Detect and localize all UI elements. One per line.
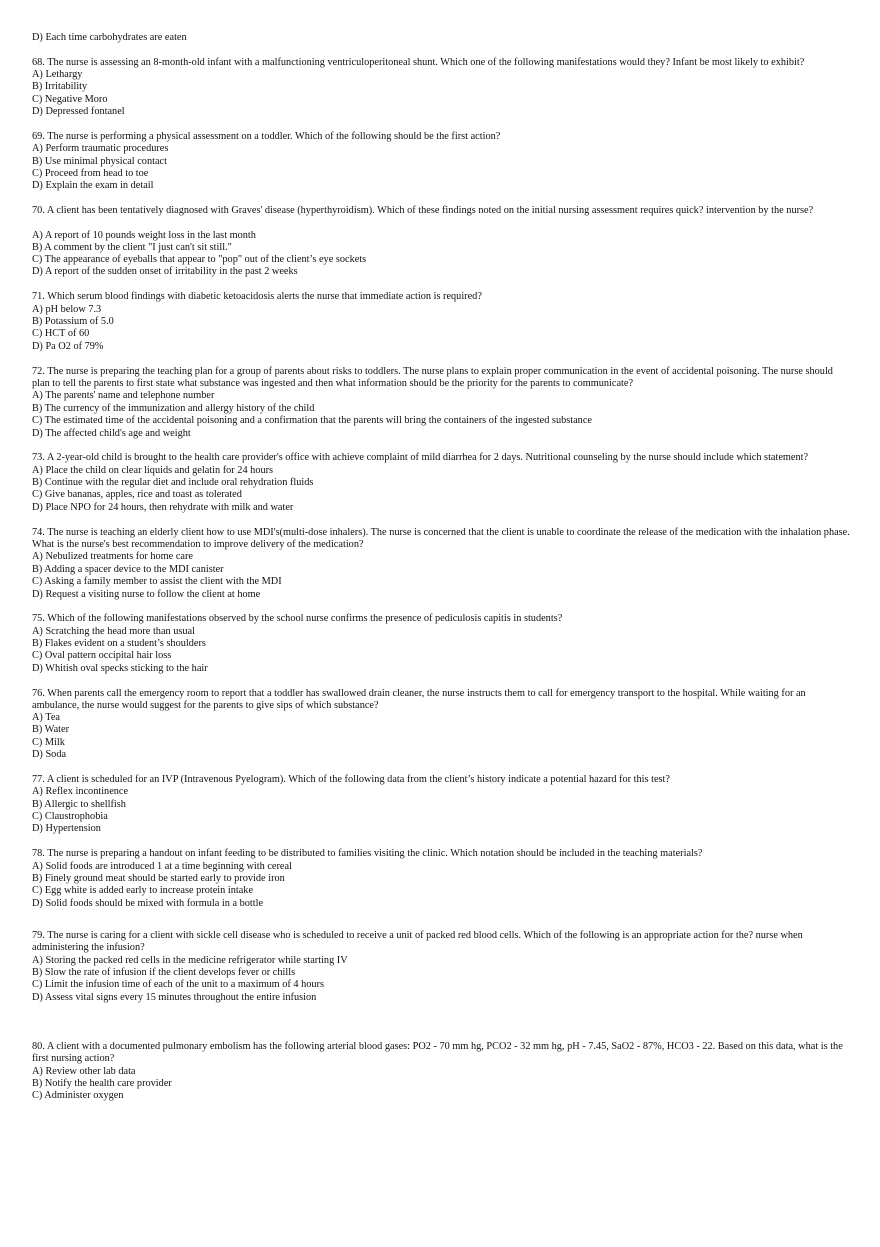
option-text: A) Scratching the head more than usual <box>32 626 195 637</box>
question-stem: 75. Which of the following manifestations observed by the school nurse confirms the presence of pediculosis capitis in students? <box>32 613 563 624</box>
question-stem: 71. Which serum blood findings with diabetic ketoacidosis alerts the nurse that immediate action is required? <box>32 291 482 302</box>
option-text: D) Each time carbohydrates are eaten <box>32 32 187 43</box>
option-text: D) A report of the sudden onset of irritability in the past 2 weeks <box>32 266 298 277</box>
option-text: B) Flakes evident on a student’s shoulders <box>32 638 206 649</box>
option-text: B) Finely ground meat should be started early to provide iron <box>32 873 285 884</box>
option-text: C) Proceed from head to toe <box>32 168 149 179</box>
option-text: B) A comment by the client "I just can't sit still." <box>32 242 232 253</box>
option-text: B) Allergic to shellfish <box>32 799 126 810</box>
question-stem: 73. A 2-year-old child is brought to the health care provider's office with achieve complaint of mild diarrhea for 2 days. Nutritional counseling by the nurse should include which statement? <box>32 452 809 463</box>
question-stem: 74. The nurse is teaching an elderly client how to use MDI's(multi-dose inhalers). The nurse is concerned that the client is unable to coordinate the release of the medication with the inhalation phase. What is the nurse's best recommendation to improve delivery of the medication? <box>32 527 850 551</box>
option-text: C) The estimated time of the accidental poisoning and a confirmation that the parents will bring the containers of the ingested substance <box>32 415 592 426</box>
option-text: C) The appearance of eyeballs that appear to "pop" out of the client’s eye sockets <box>32 254 367 265</box>
option-text: C) Negative Moro <box>32 94 108 105</box>
option-text: A) A report of 10 pounds weight loss in the last month <box>32 230 256 241</box>
option-text: D) Hypertension <box>32 823 101 834</box>
option-text: C) Give bananas, apples, rice and toast as tolerated <box>32 489 242 500</box>
option-text: B) Use minimal physical contact <box>32 156 167 167</box>
option-text: D) Whitish oval specks sticking to the hair <box>32 663 208 674</box>
option-text: A) Place the child on clear liquids and gelatin for 24 hours <box>32 465 274 476</box>
option-text: A) Storing the packed red cells in the medicine refrigerator while starting IV <box>32 955 348 966</box>
option-text: D) The affected child's age and weight <box>32 428 191 439</box>
question-stem: 76. When parents call the emergency room to report that a toddler has swallowed drain cleaner, the nurse instructs them to call for emergency transport to the hospital. While waiting for an ambulance, the nurse would suggest for the parents to give sips of which substance? <box>32 688 806 712</box>
question-stem: 77. A client is scheduled for an IVP (Intravenous Pyelogram). Which of the following data from the client’s history indicate a potential hazard for this test? <box>32 774 670 785</box>
question-stem: 80. A client with a documented pulmonary embolism has the following arterial blood gases: PO2 - 70 mm hg, PCO2 - 32 mm hg, pH - 7.45, SaO2 - 87%, HCO3 - 22. Based on this data, what is the first nursing action? <box>32 1041 843 1065</box>
option-text: A) Review other lab data <box>32 1066 136 1077</box>
option-text: C) Limit the infusion time of each of the unit to a maximum of 4 hours <box>32 979 324 990</box>
option-text: A) Reflex incontinence <box>32 786 129 797</box>
option-text: B) The currency of the immunization and allergy history of the child <box>32 403 315 414</box>
option-text: B) Continue with the regular diet and include oral rehydration fluids <box>32 477 314 488</box>
question-stem: 78. The nurse is preparing a handout on infant feeding to be distributed to families visiting the clinic. Which notation should be included in the teaching materials? <box>32 848 703 859</box>
option-text: A) Perform traumatic procedures <box>32 143 169 154</box>
question-stem: 79. The nurse is caring for a client with sickle cell disease who is scheduled to receive a unit of packed red blood cells. Which of the following is an appropriate action for the? nurse when administering the infusion? <box>32 930 803 954</box>
option-text: A) Lethargy <box>32 69 83 80</box>
option-text: B) Water <box>32 724 70 735</box>
question-stem: 68. The nurse is assessing an 8-month-old infant with a malfunctioning ventriculoperitoneal shunt. Which one of the following manifestations would they? Infant be most likely to exhibit? <box>32 57 805 68</box>
option-text: B) Notify the health care provider <box>32 1078 172 1089</box>
option-text: A) pH below 7.3 <box>32 304 102 315</box>
option-text: D) Place NPO for 24 hours, then rehydrate with milk and water <box>32 502 294 513</box>
option-text: B) Potassium of 5.0 <box>32 316 114 327</box>
option-text: A) Solid foods are introduced 1 at a time beginning with cereal <box>32 861 292 872</box>
option-text: D) Solid foods should be mixed with formula in a bottle <box>32 898 264 909</box>
option-text: C) Claustrophobia <box>32 811 108 822</box>
question-stem: 72. The nurse is preparing the teaching plan for a group of parents about risks to toddlers. The nurse plans to explain proper communication in the event of accidental poisoning. The nurse should plan to tell the parents to first state what substance was ingested and then what information should be the priority for the parents to communicate? <box>32 366 833 390</box>
question-stem: 69. The nurse is performing a physical assessment on a toddler. Which of the following should be the first action? <box>32 131 501 142</box>
option-text: C) Asking a family member to assist the client with the MDI <box>32 576 282 587</box>
option-text: C) Administer oxygen <box>32 1090 124 1101</box>
option-text: C) Oval pattern occipital hair loss <box>32 650 172 661</box>
option-text: D) Depressed fontanel <box>32 106 125 117</box>
option-text: C) Egg white is added early to increase protein intake <box>32 885 254 896</box>
option-text: B) Irritability <box>32 81 88 92</box>
option-text: C) Milk <box>32 737 65 748</box>
question-stem: 70. A client has been tentatively diagnosed with Graves' disease (hyperthyroidism). Which of these findings noted on the initial nursing assessment requires quick? intervention by the nurse? <box>32 205 814 216</box>
option-text: D) Assess vital signs every 15 minutes throughout the entire infusion <box>32 992 317 1003</box>
option-text: A) Tea <box>32 712 60 723</box>
option-text: A) Nebulized treatments for home care <box>32 551 193 562</box>
option-text: B) Slow the rate of infusion if the client develops fever or chills <box>32 967 296 978</box>
option-text: D) Soda <box>32 749 67 760</box>
option-text: B) Adding a spacer device to the MDI canister <box>32 564 224 575</box>
option-text: D) Pa O2 of 79% <box>32 341 104 352</box>
option-text: C) HCT of 60 <box>32 328 90 339</box>
option-text: D) Request a visiting nurse to follow the client at home <box>32 589 261 600</box>
option-text: D) Explain the exam in detail <box>32 180 154 191</box>
option-text: A) The parents' name and telephone number <box>32 390 215 401</box>
